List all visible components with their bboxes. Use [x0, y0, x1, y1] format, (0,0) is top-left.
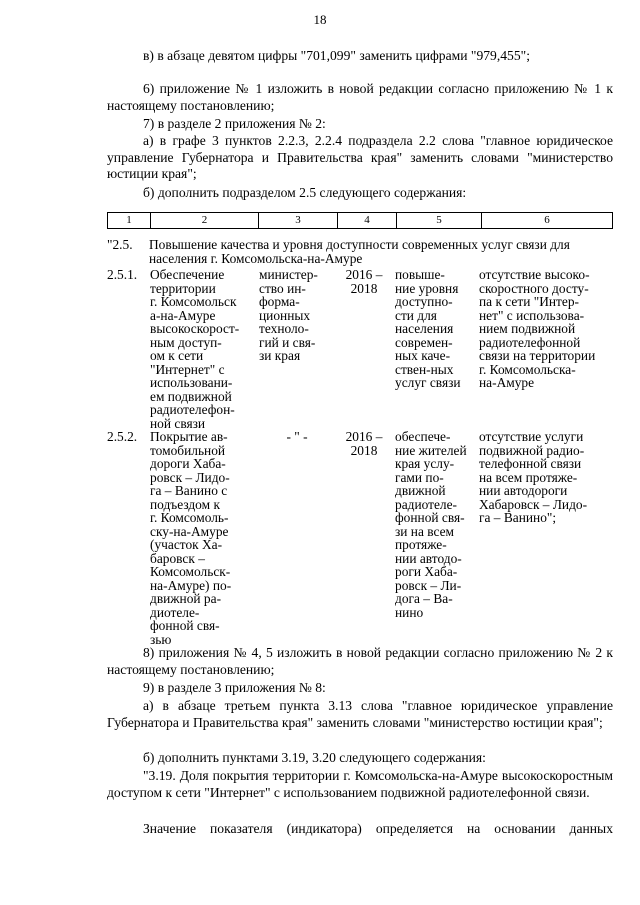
paragraph-item-3-19: "3.19. Доля покрытия территории г. Комсомольска-на-Амуре высокоскоростным доступом к сети "Интернет" с использованием подвижной радиотелефонной связи. [107, 768, 613, 800]
row-number: 2.5.1. [107, 267, 138, 282]
paragraph-column-3-change: а) в графе 3 пунктов 2.2.3, 2.2.4 подраздела 2.2 слова "главное юридическое управление Губернатора и Правительства края" заменить словами "министерство юстиции края"; [107, 133, 613, 181]
paragraph-indicator-value: Значение показателя (индикатора) определяется на основании данных [143, 821, 613, 836]
paragraph-section-3: 9) в разделе 3 приложения № 8: [143, 680, 326, 695]
table-header-cell: 2 [151, 213, 259, 229]
paragraph-item-3-13: а) в абзаце третьем пункта 3.13 слова "главное юридическое управление Губернатора и Правительства края" заменить словами "министерство юстиции края"; [107, 698, 613, 730]
paragraph-appendix-4-5: 8) приложения № 4, 5 изложить в новой редакции согласно приложению № 2 к настоящему постановлению; [107, 645, 613, 677]
page-number: 18 [313, 12, 327, 27]
row-consequence: отсутствие услуги подвижной радио- телефонной связи на всем протяже- нии автодороги Хабаровск – Лидо- га – Ванино"; [479, 429, 588, 525]
paragraph-digits-replace: в) в абзаце девятом цифры "701,099" заменить цифрами "979,455"; [143, 48, 530, 63]
table-header-cell: 4 [338, 213, 397, 229]
paragraph-section-2: 7) в разделе 2 приложения № 2: [143, 116, 326, 131]
table-header-cell: 6 [482, 213, 613, 229]
row-period: 2016 – 2018 [345, 267, 383, 296]
row-measure: Покрытие ав- томобильной дороги Хаба- ровск – Лидо- га – Ванино с подъездом к г. Комсомоль- ску-на-Амуре (участок Ха- баровск – Комсомольск- на-Амуре) по- движной ра- диотеле- фонной свя- зью [150, 429, 232, 647]
row-result: обеспече- ние жителей края услу- гами по- движной радиотеле- фонной свя- зи на всем протяже- нии автодо- роги Хаба- ровск – Ли- дога – Ва- нино [395, 429, 467, 620]
row-period: 2016 – 2018 [345, 429, 383, 458]
subsection-title: Повышение качества и уровня доступности современных услуг связи для населения г. Комсомольска-на-Амуре [149, 237, 570, 266]
row-consequence: отсутствие высоко- скоростного досту- па к сети "Интер- нет" с использова- нием подвижной радиотелефонной связи на территории г. Комсомольска- на-Амуре [479, 267, 596, 390]
row-result: повыше- ние уровня доступно- сти для населения современ- ных каче- ствен-ных услуг связи [395, 267, 461, 390]
paragraph-add-items: б) дополнить пунктами 3.19, 3.20 следующего содержания: [143, 750, 486, 765]
row-executor: министер- ство ин- форма- ционных техноло- гий и свя- зи края [259, 267, 318, 363]
table-header-cell: 3 [259, 213, 338, 229]
row-executor: - " - [286, 429, 308, 444]
row-measure: Обеспечение территории г. Комсомольск а-на-Амуре высокоскорост- ным доступ- ом к сети "Интернет" с использовани- ем подвижной радиотелефон- ной связи [150, 267, 240, 431]
paragraph-add-subsection: б) дополнить подразделом 2.5 следующего содержания: [143, 185, 467, 200]
table-column-numbers [107, 212, 613, 229]
paragraph-appendix-1: 6) приложение № 1 изложить в новой редакции согласно приложению № 1 к настоящему постановлению; [107, 81, 613, 113]
table-header-cell: 5 [397, 213, 482, 229]
subsection-number: "2.5. [107, 237, 133, 252]
row-number: 2.5.2. [107, 429, 138, 444]
table-header-cell: 1 [108, 213, 151, 229]
